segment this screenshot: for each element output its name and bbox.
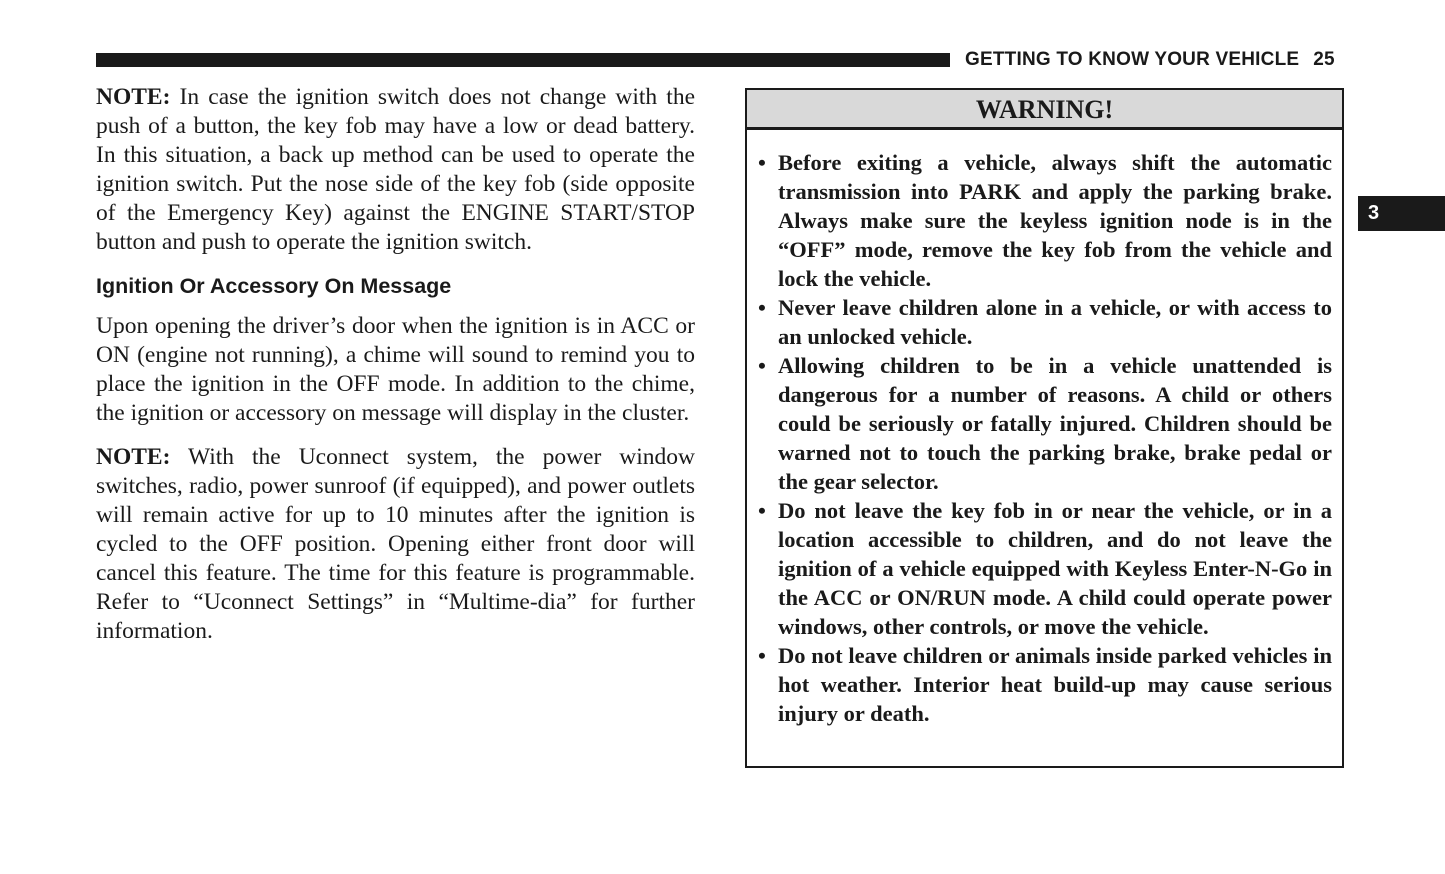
note-text: In case the ignition switch does not change with the push of a button, the key fob may have a low or dead battery. In this situation, a back up method can be used to operate the ignition switch. Put the nose side of the key fob (side opposite of the Emergency Key) against the ENGINE START/STOP button and push to operate the ignition switch. — [96, 84, 695, 255]
warning-item — [758, 641, 1332, 728]
warning-item — [758, 496, 1332, 641]
warning-item — [758, 293, 1332, 351]
warning-text: Allowing children to be in a vehicle unattended is dangerous for a number of reasons. A child or others could be seriously or fatally injured. Children should be warned not to touch the parking brake, brake pedal or the gear selector. — [778, 353, 1332, 494]
warning-text: Do not leave the key fob in or near the vehicle, or in a location accessible to children, and do not leave the ignition of a vehicle equipped with Keyless Enter-N-Go in the ACC or ON/RUN mode. A child could operate power windows, other controls, or move the vehicle. — [778, 498, 1332, 639]
warning-text: Never leave children alone in a vehicle, or with access to an unlocked vehicle. — [778, 295, 1332, 349]
bullet-icon: • — [758, 150, 766, 175]
warning-item — [758, 351, 1332, 496]
header-rule — [96, 53, 950, 67]
section-title: GETTING TO KNOW YOUR VEHICLE — [965, 49, 1300, 70]
warning-title: WARNING! — [747, 90, 1342, 130]
warning-box — [745, 88, 1344, 768]
note-paragraph — [96, 83, 695, 257]
section-heading: Ignition Or Accessory On Message — [96, 274, 452, 298]
note-text: With the Uconnect system, the power window switches, radio, power sunroof (if equipped), and power outlets will remain active for up to 10 minutes after the ignition is cycled to the OFF position. Opening either front door will cancel this feature. The time for this feature is programmable. Refer to “Uconnect Settings” in “Multime-dia” for further information. — [96, 444, 695, 644]
body-paragraph: Upon opening the driver’s door when the ignition is in ACC or ON (engine not running), a chime will sound to remind you to place the ignition in the OFF mode. In addition to the chime, the ignition or accessory on message will display in the cluster. — [96, 313, 695, 426]
warning-list — [747, 130, 1342, 728]
left-column — [96, 83, 695, 661]
warning-item — [758, 148, 1332, 293]
warning-text: Do not leave children or animals inside parked vehicles in hot weather. Interior heat build-up may cause serious injury or death. — [778, 643, 1332, 726]
note-paragraph — [96, 443, 695, 646]
page-number: 25 — [1313, 49, 1335, 70]
bullet-icon: • — [758, 643, 766, 668]
warning-text: Before exiting a vehicle, always shift the automatic transmission into PARK and apply the parking brake. Always make sure the keyless ignition node is in the “OFF” mode, remove the key fob from the vehicle and lock the vehicle. — [778, 150, 1332, 291]
bullet-icon: • — [758, 295, 766, 320]
bullet-icon: • — [758, 353, 766, 378]
running-header — [965, 49, 1335, 71]
chapter-tab: 3 — [1358, 196, 1445, 231]
bullet-icon: • — [758, 498, 766, 523]
note-label: NOTE: — [96, 84, 171, 110]
note-label: NOTE: — [96, 444, 171, 470]
